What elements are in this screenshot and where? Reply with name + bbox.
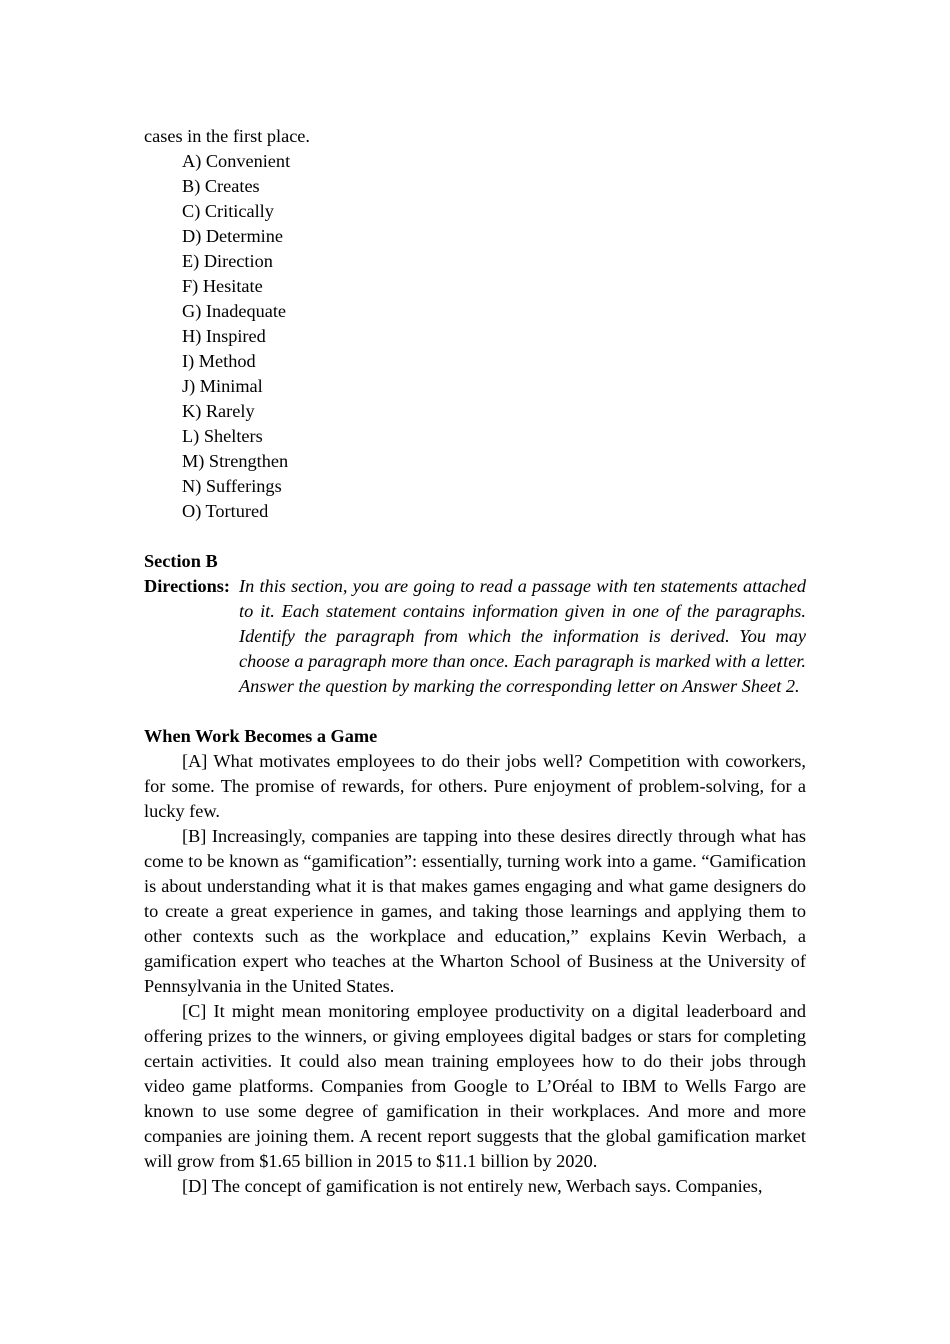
passage-paragraph: [C] It might mean monitoring employee productivity on a digital leaderboard and offering prizes to the winners, or giving employees digital badges or stars for completing certain activities. It could also mean training employees how to do their jobs through video game platforms. Companies from Google to L’Oréal to IBM to Wells Fargo are known to use some degree of gamification in their workplaces. And more and more companies are joining them. A recent report suggests that the global gamification market will grow from $1.65 billion in 2015 to $11.1 billion by 2020. (144, 1001, 806, 1171)
directions-text: In this section, you are going to read a passage with ten statements attached to it. Each statement contains information given in one of the paragraphs. Identify the paragraph from which the information is derived. You may choose a paragraph more than once. Each paragraph is marked with a letter. Answer the question by marking the corresponding letter on Answer Sheet 2. (239, 576, 806, 696)
section-heading: Section B (144, 551, 218, 571)
option-item: I) Method (182, 351, 256, 371)
option-item: O) Tortured (182, 501, 269, 521)
option-item: N) Sufferings (182, 476, 282, 496)
spacer (144, 524, 806, 549)
option-item: D) Determine (182, 226, 284, 246)
option-list (144, 149, 806, 524)
option-item: E) Direction (182, 251, 273, 271)
passage-paragraph: [B] Increasingly, companies are tapping into these desires directly through what has come to be known as “gamification”: essentially, turning work into a game. “Gamification is about understanding what it is that makes games engaging and what game designers do to create a great experience in games, and taking those learnings and applying them to other contexts such as the workplace and education,” explains Kevin Werbach, a gamification expert who teaches at the Wharton School of Business at the University of Pennsylvania in the United States. (144, 826, 806, 996)
passage-paragraph: [A] What motivates employees to do their jobs well? Competition with coworkers, for some. The promise of rewards, for others. Pure enjoyment of problem-solving, for a lucky few. (144, 751, 806, 821)
option-item: K) Rarely (182, 401, 255, 421)
document-page (144, 124, 806, 1199)
option-item: H) Inspired (182, 326, 266, 346)
directions-label: Directions: (144, 576, 230, 596)
option-item: C) Critically (182, 201, 274, 221)
passage-paragraph: [D] The concept of gamification is not entirely new, Werbach says. Companies, (182, 1176, 763, 1196)
option-item: G) Inadequate (182, 301, 287, 321)
option-item: M) Strengthen (182, 451, 289, 471)
spacer (144, 699, 806, 724)
option-item: L) Shelters (182, 426, 263, 446)
continuation-line: cases in the first place. (144, 126, 310, 146)
option-item: F) Hesitate (182, 276, 263, 296)
passage-title: When Work Becomes a Game (144, 726, 378, 746)
option-item: J) Minimal (182, 376, 263, 396)
directions-block (144, 574, 806, 699)
option-item: A) Convenient (182, 151, 291, 171)
option-item: B) Creates (182, 176, 260, 196)
